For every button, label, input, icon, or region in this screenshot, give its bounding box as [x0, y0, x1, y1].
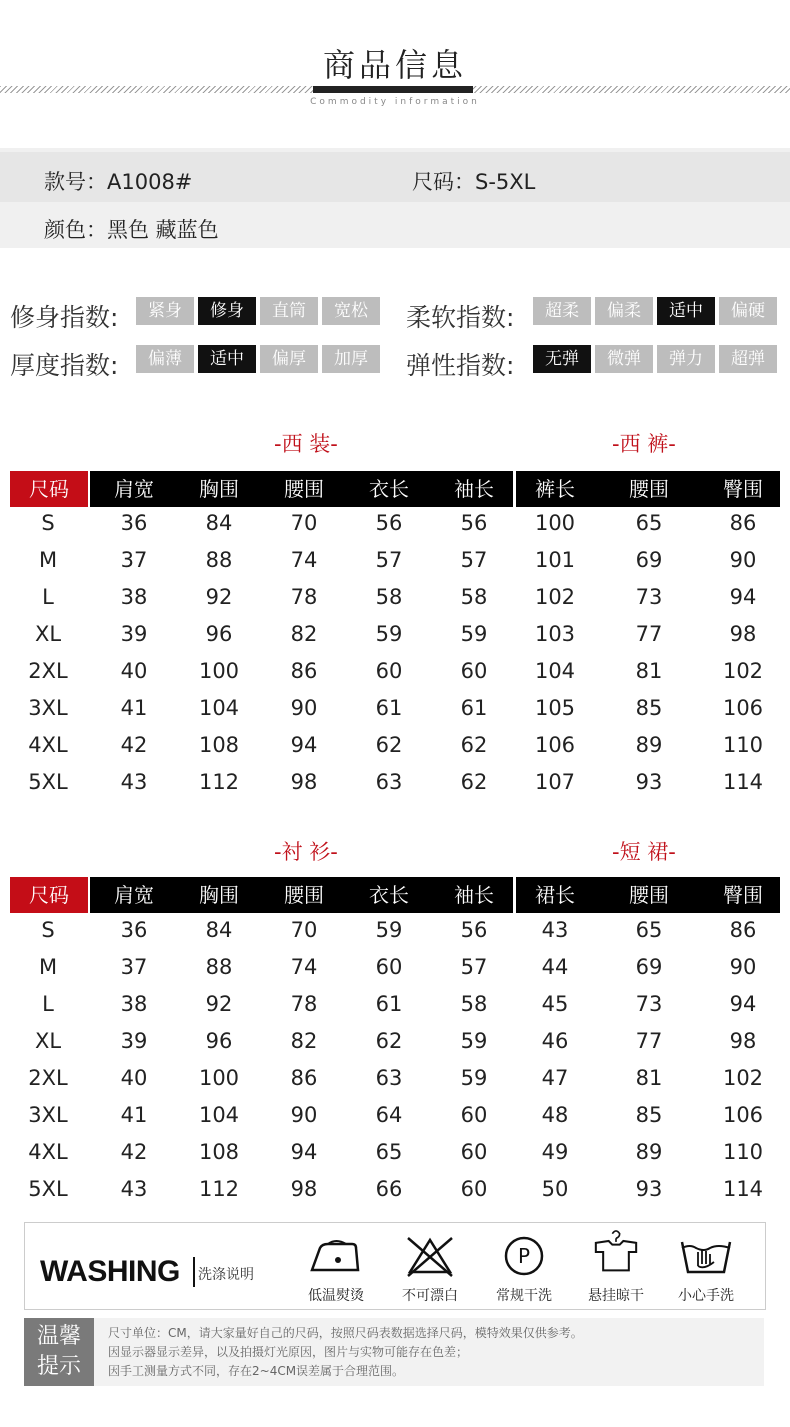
table-cell: 93 — [635, 1177, 663, 1201]
washing-title-cn: 洗涤说明 — [198, 1267, 254, 1283]
table-cell: 98 — [729, 1029, 757, 1053]
table-cell: 41 — [120, 696, 148, 720]
table-cell: 2XL — [28, 1066, 68, 1090]
table-header-cell: 衣长 — [369, 883, 409, 907]
table-cell: 94 — [729, 585, 757, 609]
table-cell: XL — [34, 622, 62, 646]
table-cell: 37 — [120, 548, 148, 572]
table-cell: 41 — [120, 1103, 148, 1127]
table-cell: 36 — [120, 511, 148, 535]
table-cell: 90 — [290, 1103, 318, 1127]
table-cell: 93 — [635, 770, 663, 794]
care-label-hang: 悬挂晾干 — [588, 1288, 644, 1304]
table-cell: 60 — [460, 1103, 488, 1127]
table-cell: 36 — [120, 918, 148, 942]
index-chip-thickness: 适中 — [198, 345, 256, 373]
index-label-softness: 柔软指数: — [406, 303, 515, 332]
page-title: 商品信息 — [322, 46, 467, 84]
table-cell: 112 — [198, 770, 240, 794]
table-cell: 62 — [375, 733, 403, 757]
table-cell: 100 — [534, 511, 576, 535]
index-label-fit: 修身指数: — [10, 303, 119, 332]
table-cell: L — [42, 992, 54, 1016]
table-cell: 114 — [722, 770, 764, 794]
table-cell: 60 — [375, 659, 403, 683]
table-cell: 57 — [375, 548, 403, 572]
table-cell: 81 — [635, 659, 663, 683]
table-cell: XL — [34, 1029, 62, 1053]
table-cell: S — [41, 918, 55, 942]
table-cell: 4XL — [28, 1140, 68, 1164]
table-cell: 74 — [290, 548, 318, 572]
section-title: -衬 衫- — [274, 840, 338, 864]
washing-separator — [193, 1257, 195, 1287]
svg-text:P: P — [517, 1244, 531, 1268]
table-cell: 106 — [722, 696, 764, 720]
table-cell: 64 — [375, 1103, 403, 1127]
table-cell: 104 — [198, 696, 240, 720]
index-chip-elasticity: 无弹 — [533, 345, 591, 373]
table-cell: 102 — [722, 1066, 764, 1090]
table-cell: 98 — [729, 622, 757, 646]
table-cell: 85 — [635, 1103, 663, 1127]
table-cell: 102 — [534, 585, 576, 609]
table-cell: 50 — [541, 1177, 569, 1201]
table-cell: 60 — [375, 955, 403, 979]
table-header-cell: 腰围 — [629, 477, 669, 501]
table-cell: 49 — [541, 1140, 569, 1164]
table-cell: 45 — [541, 992, 569, 1016]
table-header-cell: 袖长 — [454, 477, 494, 501]
table-cell: 56 — [460, 918, 488, 942]
notice-tag-text: 温馨提示 — [36, 1324, 81, 1379]
index-chip-fit: 修身 — [198, 297, 256, 325]
table-cell: 98 — [290, 770, 318, 794]
table-cell: 88 — [205, 548, 233, 572]
table-cell: 106 — [722, 1103, 764, 1127]
table-header-cell: 胸围 — [199, 883, 239, 907]
table-cell: 57 — [460, 955, 488, 979]
table-cell: 106 — [534, 733, 576, 757]
table-cell: 70 — [290, 511, 318, 535]
notice-tag — [24, 1318, 94, 1386]
index-label-elasticity: 弹性指数: — [406, 351, 515, 380]
table-cell: 59 — [375, 918, 403, 942]
table-header-cell: 肩宽 — [114, 477, 154, 501]
page-subtitle: Commodity information — [310, 97, 480, 107]
table-cell: 2XL — [28, 659, 68, 683]
table-cell: 5XL — [28, 770, 68, 794]
table-cell: M — [38, 955, 58, 979]
table-cell: 59 — [375, 622, 403, 646]
table-cell: 59 — [460, 1066, 488, 1090]
table-cell: 101 — [534, 548, 576, 572]
table-cell: 37 — [120, 955, 148, 979]
table-cell: 108 — [198, 1140, 240, 1164]
table-cell: 65 — [635, 918, 663, 942]
table-header-cell: 臀围 — [723, 477, 763, 501]
table-cell: 89 — [635, 733, 663, 757]
table-header-cell: 肩宽 — [114, 883, 154, 907]
table-header-cell: 胸围 — [199, 477, 239, 501]
table-cell: 43 — [541, 918, 569, 942]
index-chip-elasticity: 弹力 — [657, 345, 715, 373]
table-cell: 43 — [120, 770, 148, 794]
table-cell: 84 — [205, 511, 233, 535]
section-title: -西 装- — [274, 432, 338, 456]
no-bleach-icon — [400, 1234, 460, 1278]
table-header-cell: 腰围 — [629, 883, 669, 907]
table-cell: 43 — [120, 1177, 148, 1201]
table-cell: 90 — [290, 696, 318, 720]
care-label-handwash: 小心手洗 — [678, 1288, 734, 1304]
table-cell: 92 — [205, 585, 233, 609]
table-cell: 70 — [290, 918, 318, 942]
table-cell: 47 — [541, 1066, 569, 1090]
dry-clean-p-icon — [494, 1234, 554, 1278]
table-cell: 62 — [375, 1029, 403, 1053]
table-cell: 81 — [635, 1066, 663, 1090]
table-cell: 56 — [375, 511, 403, 535]
table-cell: L — [42, 585, 54, 609]
table-cell: 65 — [375, 1140, 403, 1164]
table-cell: 63 — [375, 770, 403, 794]
table-cell: 61 — [460, 696, 488, 720]
table-header-cell: 腰围 — [284, 477, 324, 501]
table-cell: 100 — [198, 1066, 240, 1090]
table-cell: 38 — [120, 992, 148, 1016]
table-cell: 92 — [205, 992, 233, 1016]
table-cell: 104 — [534, 659, 576, 683]
table-cell: 69 — [635, 548, 663, 572]
index-chip-softness: 超柔 — [533, 297, 591, 325]
size-range: 尺码：S-5XL — [412, 170, 536, 194]
table-cell: 85 — [635, 696, 663, 720]
notice-line: 尺寸单位：CM，请大家量好自己的尺码，按照尺码表数据选择尺码，模特效果仅供参考。 — [108, 1326, 583, 1340]
hand-wash-icon — [676, 1234, 736, 1278]
notice-line: 因手工测量方式不同，存在2~4CM误差属于合理范围。 — [108, 1364, 405, 1378]
table-cell: 73 — [635, 585, 663, 609]
table-cell: 74 — [290, 955, 318, 979]
table-header-cell: 衣长 — [369, 477, 409, 501]
table-cell: 78 — [290, 585, 318, 609]
table-cell: 114 — [722, 1177, 764, 1201]
table-cell: 77 — [635, 1029, 663, 1053]
table-header-cell: 尺码 — [10, 471, 88, 507]
table-cell: 46 — [541, 1029, 569, 1053]
header-accent-bar — [313, 86, 473, 93]
index-label-thickness: 厚度指数: — [10, 351, 119, 380]
table-header-cell: 臀围 — [723, 883, 763, 907]
table-cell: 77 — [635, 622, 663, 646]
table-cell: 112 — [198, 1177, 240, 1201]
table-cell: 96 — [205, 1029, 233, 1053]
section-title: -短 裙- — [612, 840, 676, 864]
table-cell: 90 — [729, 548, 757, 572]
index-chip-thickness: 加厚 — [322, 345, 380, 373]
table-cell: 84 — [205, 918, 233, 942]
table-cell: 107 — [534, 770, 576, 794]
table-cell: 88 — [205, 955, 233, 979]
table-cell: 105 — [534, 696, 576, 720]
table-cell: 110 — [722, 1140, 764, 1164]
table-cell: 60 — [460, 1140, 488, 1164]
table-cell: 56 — [460, 511, 488, 535]
table-cell: 82 — [290, 1029, 318, 1053]
table-cell: 58 — [460, 585, 488, 609]
table-cell: 62 — [460, 770, 488, 794]
table-cell: 110 — [722, 733, 764, 757]
table-cell: S — [41, 511, 55, 535]
care-label-iron: 低温熨烫 — [308, 1288, 364, 1304]
table-cell: 38 — [120, 585, 148, 609]
table-cell: 61 — [375, 696, 403, 720]
table-header-cell: 腰围 — [284, 883, 324, 907]
table-cell: 69 — [635, 955, 663, 979]
table-cell: 90 — [729, 955, 757, 979]
table-cell: 73 — [635, 992, 663, 1016]
table-cell: 40 — [120, 1066, 148, 1090]
table-cell: 39 — [120, 1029, 148, 1053]
table-header-cell: 裤长 — [535, 477, 575, 501]
table-cell: 42 — [120, 733, 148, 757]
table-cell: 60 — [460, 1177, 488, 1201]
table-cell: 86 — [290, 1066, 318, 1090]
index-chip-softness: 偏硬 — [719, 297, 777, 325]
table-cell: 108 — [198, 733, 240, 757]
table-cell: 61 — [375, 992, 403, 1016]
style-number: 款号：A1008# — [44, 170, 193, 194]
table-cell: 94 — [290, 733, 318, 757]
table-cell: 98 — [290, 1177, 318, 1201]
index-chip-fit: 紧身 — [136, 297, 194, 325]
index-chip-fit: 直筒 — [260, 297, 318, 325]
table-cell: 58 — [375, 585, 403, 609]
table-cell: 66 — [375, 1177, 403, 1201]
table-cell: 4XL — [28, 733, 68, 757]
table-cell: 86 — [729, 918, 757, 942]
table-cell: 65 — [635, 511, 663, 535]
table-header-cell: 袖长 — [454, 883, 494, 907]
table-cell: 59 — [460, 1029, 488, 1053]
table-cell: 40 — [120, 659, 148, 683]
hang-dry-icon — [586, 1230, 646, 1274]
table-cell: M — [38, 548, 58, 572]
table-cell: 96 — [205, 622, 233, 646]
table-cell: 63 — [375, 1066, 403, 1090]
table-cell: 5XL — [28, 1177, 68, 1201]
index-chip-thickness: 偏薄 — [136, 345, 194, 373]
index-chip-elasticity: 微弹 — [595, 345, 653, 373]
table-cell: 3XL — [28, 1103, 68, 1127]
index-chip-fit: 宽松 — [322, 297, 380, 325]
table-cell: 100 — [198, 659, 240, 683]
table-cell: 42 — [120, 1140, 148, 1164]
table-cell: 102 — [722, 659, 764, 683]
table-cell: 60 — [460, 659, 488, 683]
table-cell: 104 — [198, 1103, 240, 1127]
table-header-cell: 裙长 — [535, 883, 575, 907]
care-label-bleach: 不可漂白 — [402, 1288, 458, 1304]
index-chip-thickness: 偏厚 — [260, 345, 318, 373]
table-cell: 86 — [290, 659, 318, 683]
care-label-dryclean: 常规干洗 — [496, 1288, 552, 1304]
washing-title: WASHING — [40, 1255, 180, 1288]
index-chip-softness: 适中 — [657, 297, 715, 325]
table-cell: 57 — [460, 548, 488, 572]
table-cell: 89 — [635, 1140, 663, 1164]
table-cell: 44 — [541, 955, 569, 979]
low-temp-iron-icon — [306, 1234, 366, 1278]
table-cell: 78 — [290, 992, 318, 1016]
table-cell: 82 — [290, 622, 318, 646]
table-cell: 39 — [120, 622, 148, 646]
table-cell: 59 — [460, 622, 488, 646]
notice-line: 因显示器显示差异，以及拍摄灯光原因，图片与实物可能存在色差； — [108, 1345, 469, 1359]
table-cell: 58 — [460, 992, 488, 1016]
table-cell: 103 — [534, 622, 576, 646]
table-cell: 3XL — [28, 696, 68, 720]
table-cell: 62 — [460, 733, 488, 757]
index-chip-elasticity: 超弹 — [719, 345, 777, 373]
table-header-cell: 尺码 — [10, 877, 88, 913]
table-cell: 86 — [729, 511, 757, 535]
table-cell: 94 — [729, 992, 757, 1016]
table-cell: 94 — [290, 1140, 318, 1164]
section-title: -西 裤- — [612, 432, 676, 456]
table-cell: 48 — [541, 1103, 569, 1127]
color-options: 颜色：黑色 藏蓝色 — [44, 218, 219, 242]
index-chip-softness: 偏柔 — [595, 297, 653, 325]
